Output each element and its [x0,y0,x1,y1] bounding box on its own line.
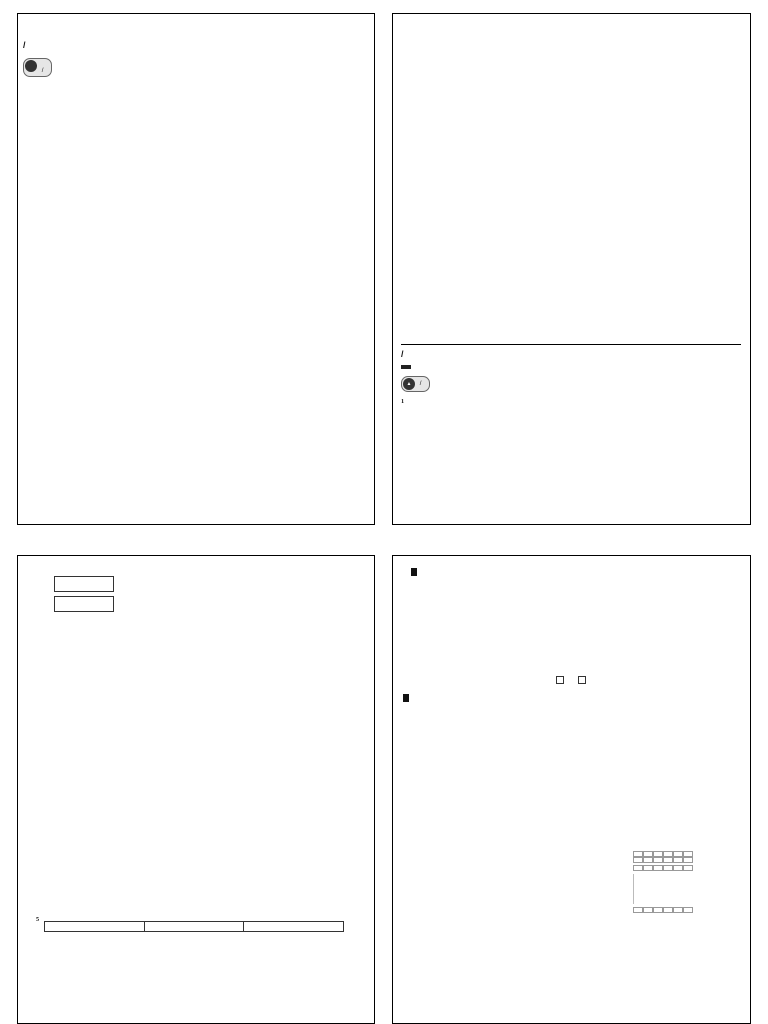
worksheet-page-4 [392,555,751,1024]
paper-2-section: / ▲ / 1 [401,344,741,403]
section-label [401,365,411,369]
meter-start [556,676,564,684]
topic-pill: ▲ / [401,376,430,392]
worksheet-page-1 [17,13,375,525]
question-5-part [411,568,741,580]
cost-table [44,921,344,932]
kbat-badge [411,568,417,576]
paper-1-heading: / [23,40,26,50]
worksheet-page-3 [17,555,375,1024]
electric-meters [401,676,741,686]
answer-key-thumbnail [633,849,745,1021]
topic-pill: / [23,58,52,77]
worksheet-page-2 [392,13,751,525]
question-6 [401,668,741,706]
question-1-continued [36,570,366,620]
meter-end [578,676,586,684]
answer-box[interactable] [54,576,114,592]
question-5: 5 [36,916,366,932]
answer-box[interactable] [54,596,114,612]
